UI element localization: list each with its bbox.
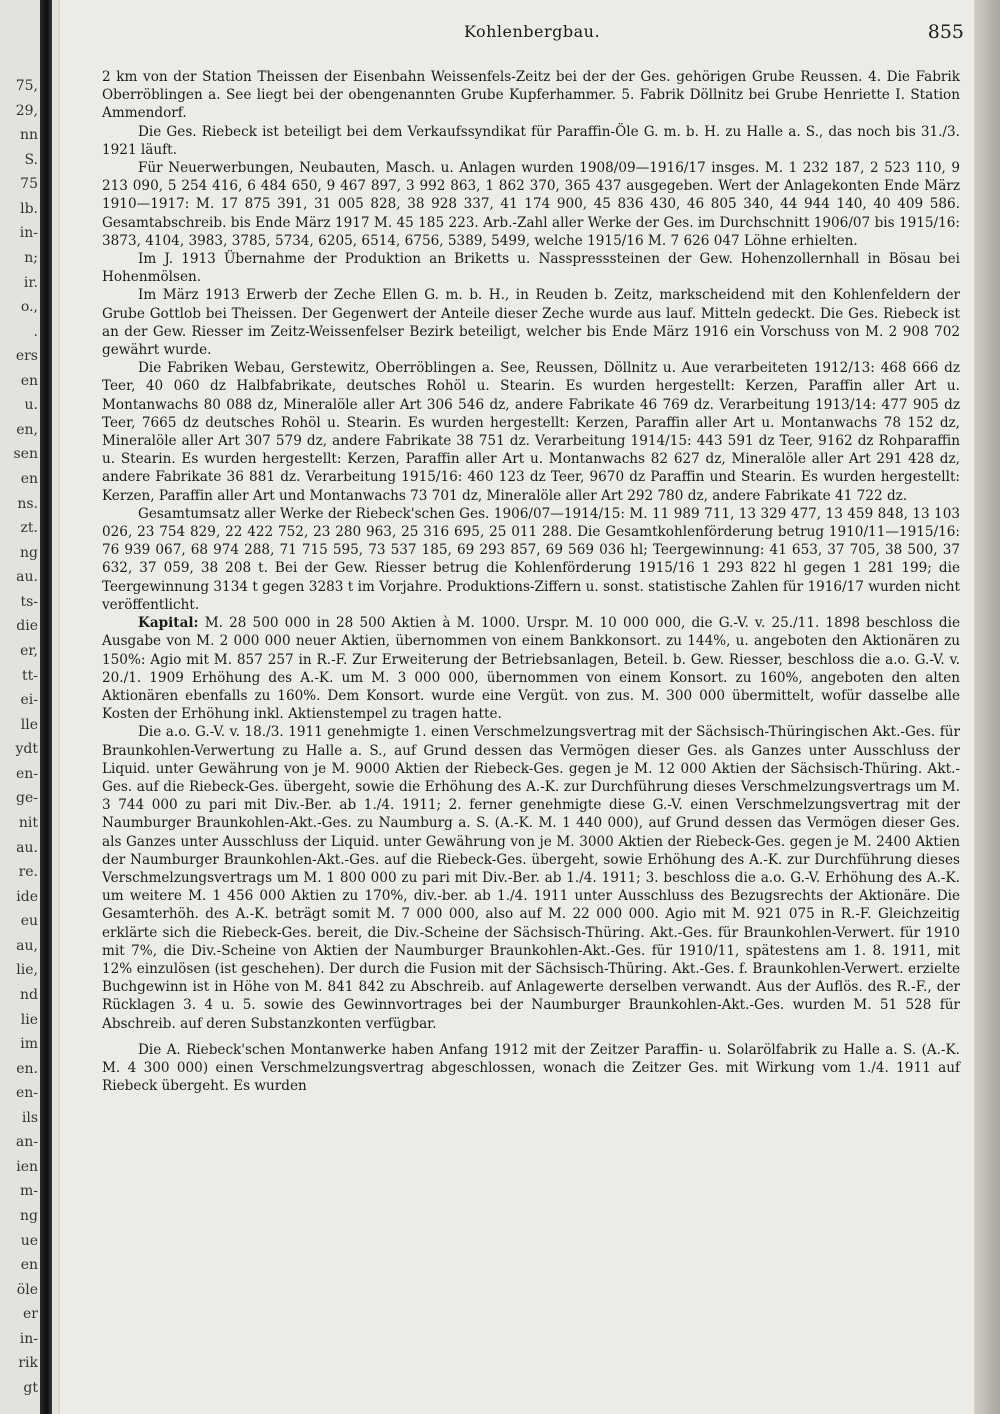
margin-fragment: an- xyxy=(15,1134,38,1150)
capital-paragraph xyxy=(102,614,960,723)
margin-fragment: ils xyxy=(21,1110,38,1126)
margin-fragment: tt- xyxy=(22,668,38,684)
margin-fragment: eu xyxy=(20,913,38,929)
margin-fragment: lie xyxy=(20,1012,38,1028)
capital-text: M. 28 500 000 in 28 500 Aktien à M. 1000. Urspr. M. 10 000 000, die G.-V. v. 25./11. 1898 beschloss die Ausgabe von M. 2 000 000 neuer Aktien, übernommen von einem Bankkonsort. zu 144%, u. angeboten den Aktionären zu 150%: Agio mit M. 857 257 in R.-F. Zur Erweiterung der Betriebsanlagen, Beteil. b. Gew. Riesser, beschloss die a.o. G.-V. v. 20./1. 1909 Erhöhung des A.-K. um M. 3 000 000, übernommen von einem Konsort. zu 160%, angeboten den alten Aktionären ebenfalls zu 160%. Dem Konsort. wurde eine Vergüt. von zus. M. 300 000 übermittelt, wofür dasselbe alle Kosten der Erhöhung inkl. Aktienstempel zu tragen hatte. xyxy=(102,615,960,723)
margin-fragment: ts- xyxy=(20,594,38,610)
paragraph: Gesamtumsatz aller Werke der Riebeck'schen Ges. 1906/07—1914/15: M. 11 989 711, 13 329 477, 13 459 848, 13 103 026, 23 754 829, 22 422 752, 23 280 963, 25 316 695, 25 011 288. Die Gesamtkohlenförderung betrug 1910/11—1915/16: 76 939 067, 68 974 288, 71 715 595, 73 537 185, 69 293 857, 69 569 036 hl; Teergewinnung: 41 653, 37 705, 38 500, 37 632, 37 059, 38 208 t. Bei der Gew. Riesser betrug die Kohlenförderung 1915/16 1 293 822 hl gegen 1 281 199; die Teergewinnung 3134 t gegen 3283 t im Vorjahre. Produktions-Ziffern u. sonst. statistische Zahlen für 1916/17 wurden nicht veröffentlicht. xyxy=(102,505,960,613)
margin-fragment: im xyxy=(20,1036,38,1052)
page-right-edge xyxy=(974,0,1000,1414)
margin-fragment: 29, xyxy=(15,103,38,119)
margin-fragment: en, xyxy=(16,422,38,438)
paragraph: Die Fabriken Webau, Gerstewitz, Oberröblingen a. See, Reussen, Döllnitz u. Aue verarbeiteten 1912/13: 468 666 dz Teer, 40 060 dz Halbfabrikate, deutsches Rohöl u. Stearin. Es wurden hergestellt: Kerzen, Paraffin aller Art u. Montanwachs 80 088 dz, Mineralöle aller Art 306 546 dz, andere Fabrikate 46 769 dz. Verarbeitung 1913/14: 477 905 dz Teer, 7665 dz deutsches Rohöl u. Stearin. Es wurden hergestellt: Kerzen, Paraffin aller Art u. Montanwachs 78 152 dz, Mineralöle aller Art 307 579 dz, andere Fabrikate 38 751 dz. Verarbeitung 1914/15: 443 591 dz Teer, 9162 dz Rohparaffin u. Stearin. Es wurden hergestellt: Kerzen, Paraffin aller Art u. Montanwachs 82 627 dz, Mineralöle aller Art 291 428 dz, andere Fabrikate 36 881 dz. Verarbeitung 1915/16: 460 123 dz Teer, 9670 dz Paraffin und Stearin. Es wurden hergestellt: Kerzen, Paraffin aller Art und Montanwachs 73 701 dz, Mineralöle aller Art 292 780 dz, andere Fabrikate 41 722 dz. xyxy=(102,360,960,504)
adjacent-page-strip xyxy=(0,0,58,1414)
paragraph: Die Ges. Riebeck ist beteiligt bei dem Verkaufssyndikat für Paraffin-Öle G. m. b. H. zu Halle a. S., das noch bis 31./3. 1921 läuft. xyxy=(102,123,960,158)
paragraph: Für Neuerwerbungen, Neubauten, Masch. u. Anlagen wurden 1908/09—1916/17 insges. M. 1 232 187, 2 523 110, 9 213 090, 5 254 416, 6 484 650, 9 467 897, 3 992 863, 1 862 370, 365 437 ausgegeben. Wert der Anlagekonten Ende März 1910—1917: M. 17 875 391, 31 005 828, 38 928 337, 41 174 900, 45 836 430, 46 805 340, 44 944 140, 40 409 586. Gesamtabschreib. bis Ende März 1917 M. 45 185 223. Arb.-Zahl aller Werke der Ges. im Durchschnitt 1906/07 bis 1915/16: 3873, 4104, 3983, 3785, 5734, 6205, 6514, 6756, 5389, 5499, welche 1915/16 M. 7 626 047 Löhne erhielten. xyxy=(102,160,960,249)
margin-fragment: en- xyxy=(15,1085,38,1101)
margin-fragment: in- xyxy=(19,1331,38,1347)
paragraph: Die a.o. G.-V. v. 18./3. 1911 genehmigte 1. einen Verschmelzungsvertrag mit der Sächsisch-Thüringischen Akt.-Ges. für Braunkohlen-Verwertung zu Halle a. S., auf Grund dessen das Vermögen dieser Ges. als Ganzes unter Ausschluss der Liquid. unter Gewährung von je M. 9000 Aktien der Riebeck-Ges. gegen je M. 12 000 Aktien der Sächsisch-Thüring. Akt.-Ges. auf die Riebeck-Ges. übergeht, sowie die Erhöhung des A.-K. zur Durchführung dieses Verschmelzungsvertrags um M. 3 744 000 zu pari mit Div.-Ber. ab 1./4. 1911; 2. ferner genehmigte diese G.-V. einen Verschmelzungsvertrag mit der Naumburger Braunkohlen-Akt.-Ges. zu Naumburg a. S. (A.-K. M. 1 440 000), auf Grund dessen das Vermögen dieser Ges. als Ganzes unter Ausschluss der Liquid. unter Gewährung von je M. 3000 Aktien der Riebeck-Ges. gegen je M. 2400 Aktien der Naumburger Braunkohlen-Akt.-Ges. auf die Riebeck-Ges. übergeht, sowie Erhöhung des A.-K. zur Durchführung dieses Verschmelzungsvertrags um M. 1 800 000 zu pari mit Div.-Ber. ab 1./4. 1911; 3. beschloss die a.o. G.-V. Erhöhung des A.-K. um weitere M. 1 456 000 Aktien zu 170%, div.-ber. ab 1./4. 1911 unter Ausschluss des Bezugsrechts der Aktionäre. Die Gesamterhöh. des A.-K. beträgt somit M. 7 000 000, also auf M. 22 000 000. Agio mit M. 921 075 in R.-F. Gleichzeitig erklärte sich die Riebeck-Ges. bereit, die Div.-Scheine der Sächsisch-Thüring. Akt.-Ges. für Braunkohlen-Verwert. für 1910 mit 7%, die Div.-Scheine von Aktien der Naumburger Braunkohlen-Akt.-Ges. für 1910/11, spätestens am 1. 8. 1911, mit 12% einzulösen (ist geschehen). Der durch die Fusion mit der Sächsisch-Thüring. Akt.-Ges. f. Braunkohlen-Verwert. erzielte Buchgewinn ist in Höhe von M. 841 842 zu Abschreib. auf Anlagewerte derselben verwandt. Aus der Auflös. des R.-F., der Rücklagen 3. 4 u. 5. sowie des Gewinnvortrages bei der Naumburger Braunkohlen-Akt.-Ges. wurden M. 51 528 für Abschreib. auf deren Substanzkonten verfügbar. xyxy=(102,724,960,1032)
margin-fragment: lb. xyxy=(20,201,38,217)
margin-fragment: au, xyxy=(16,938,38,954)
margin-fragment: in- xyxy=(19,225,38,241)
book-page xyxy=(60,0,974,1414)
margin-fragment: ir. xyxy=(23,275,38,291)
margin-fragment: . xyxy=(33,324,38,340)
margin-fragment: ei- xyxy=(20,692,38,708)
margin-fragment: o., xyxy=(20,299,38,315)
paragraph: Im März 1913 Erwerb der Zeche Ellen G. m. b. H., in Reuden b. Zeitz, markscheidend mit den Kohlenfeldern der Grube Gottlob bei Theissen. Der Gegenwert der Anteile dieser Zeche wurde aus lauf. Mitteln gedeckt. Die Ges. Riebeck ist an der Gew. Riesser im Zeitz-Weissenfelser Bezirk beteiligt, welcher bis Ende März 1916 ein Vorschuss von M. 2 908 702 gewährt wurde. xyxy=(102,287,960,359)
margin-fragment: 75 xyxy=(20,176,38,192)
margin-fragment: ien xyxy=(16,1159,38,1175)
margin-fragment: en xyxy=(20,373,38,389)
margin-fragment: ng xyxy=(20,545,38,561)
margin-fragment: nn xyxy=(19,127,38,143)
margin-fragment: en xyxy=(20,1257,38,1273)
margin-fragment: nit xyxy=(18,815,38,831)
margin-fragment: au. xyxy=(16,569,38,585)
paragraph: Die A. Riebeck'schen Montanwerke haben Anfang 1912 mit der Zeitzer Paraffin- u. Solarölfabrik zu Halle a. S. (A.-K. M. 4 300 000) einen Verschmelzungsvertrag abgeschlossen, wonach die Zeitzer Ges. mit Wirkung vom 1./4. 1911 auf Riebeck übergeht. Es wurden xyxy=(102,1041,960,1095)
margin-fragment: nd xyxy=(20,987,38,1003)
margin-fragment: m- xyxy=(19,1183,38,1199)
margin-fragment: zt. xyxy=(20,520,38,536)
margin-fragment: er xyxy=(23,1306,38,1322)
margin-fragment: au. xyxy=(16,840,38,856)
page-body xyxy=(102,68,960,1095)
margin-fragment: lle xyxy=(20,717,38,733)
margin-fragment: gt xyxy=(23,1380,38,1396)
book-gutter-edge xyxy=(40,0,52,1414)
margin-fragment: ge- xyxy=(16,790,38,806)
margin-fragment: er, xyxy=(20,643,38,659)
capital-label: Kapital: xyxy=(138,615,199,632)
paragraph: 2 km von der Station Theissen der Eisenbahn Weissenfels-Zeitz bei der der Ges. gehörigen Grube Reussen. 4. Die Fabrik Oberröblingen a. See liegt bei der obengenannten Grube Kupferhammer. 5. Fabrik Döllnitz bei Grube Henriette I. Station Ammendorf. xyxy=(102,69,960,122)
margin-fragment: ue xyxy=(20,1233,38,1249)
margin-fragment: en. xyxy=(16,1061,38,1077)
margin-fragment: ns. xyxy=(17,496,38,512)
margin-fragment: ers xyxy=(15,348,38,364)
margin-fragment: 75, xyxy=(15,78,38,94)
margin-fragment: re. xyxy=(18,864,38,880)
margin-fragment: ydt xyxy=(15,741,38,757)
margin-fragment: n; xyxy=(24,250,38,266)
running-title: Kohlenbergbau. xyxy=(463,22,601,41)
margin-fragment: die xyxy=(16,618,38,634)
margin-fragment: lie, xyxy=(16,962,38,978)
margin-fragment: sen xyxy=(13,446,38,462)
margin-fragment: S. xyxy=(24,152,38,168)
paragraph: Im J. 1913 Übernahme der Produktion an Briketts u. Nasspresssteinen der Gew. Hohenzollernhall in Bösau bei Hohenmölsen. xyxy=(102,251,960,286)
margin-fragment: ide xyxy=(16,889,38,905)
margin-fragment: en xyxy=(20,471,38,487)
margin-fragment: u. xyxy=(24,397,38,413)
page-header xyxy=(100,22,964,50)
page-number: 855 xyxy=(927,21,964,43)
margin-fragment: en- xyxy=(15,766,38,782)
margin-fragment: öle xyxy=(16,1282,38,1298)
margin-fragment: ng xyxy=(20,1208,38,1224)
margin-fragment: rik xyxy=(18,1355,38,1371)
